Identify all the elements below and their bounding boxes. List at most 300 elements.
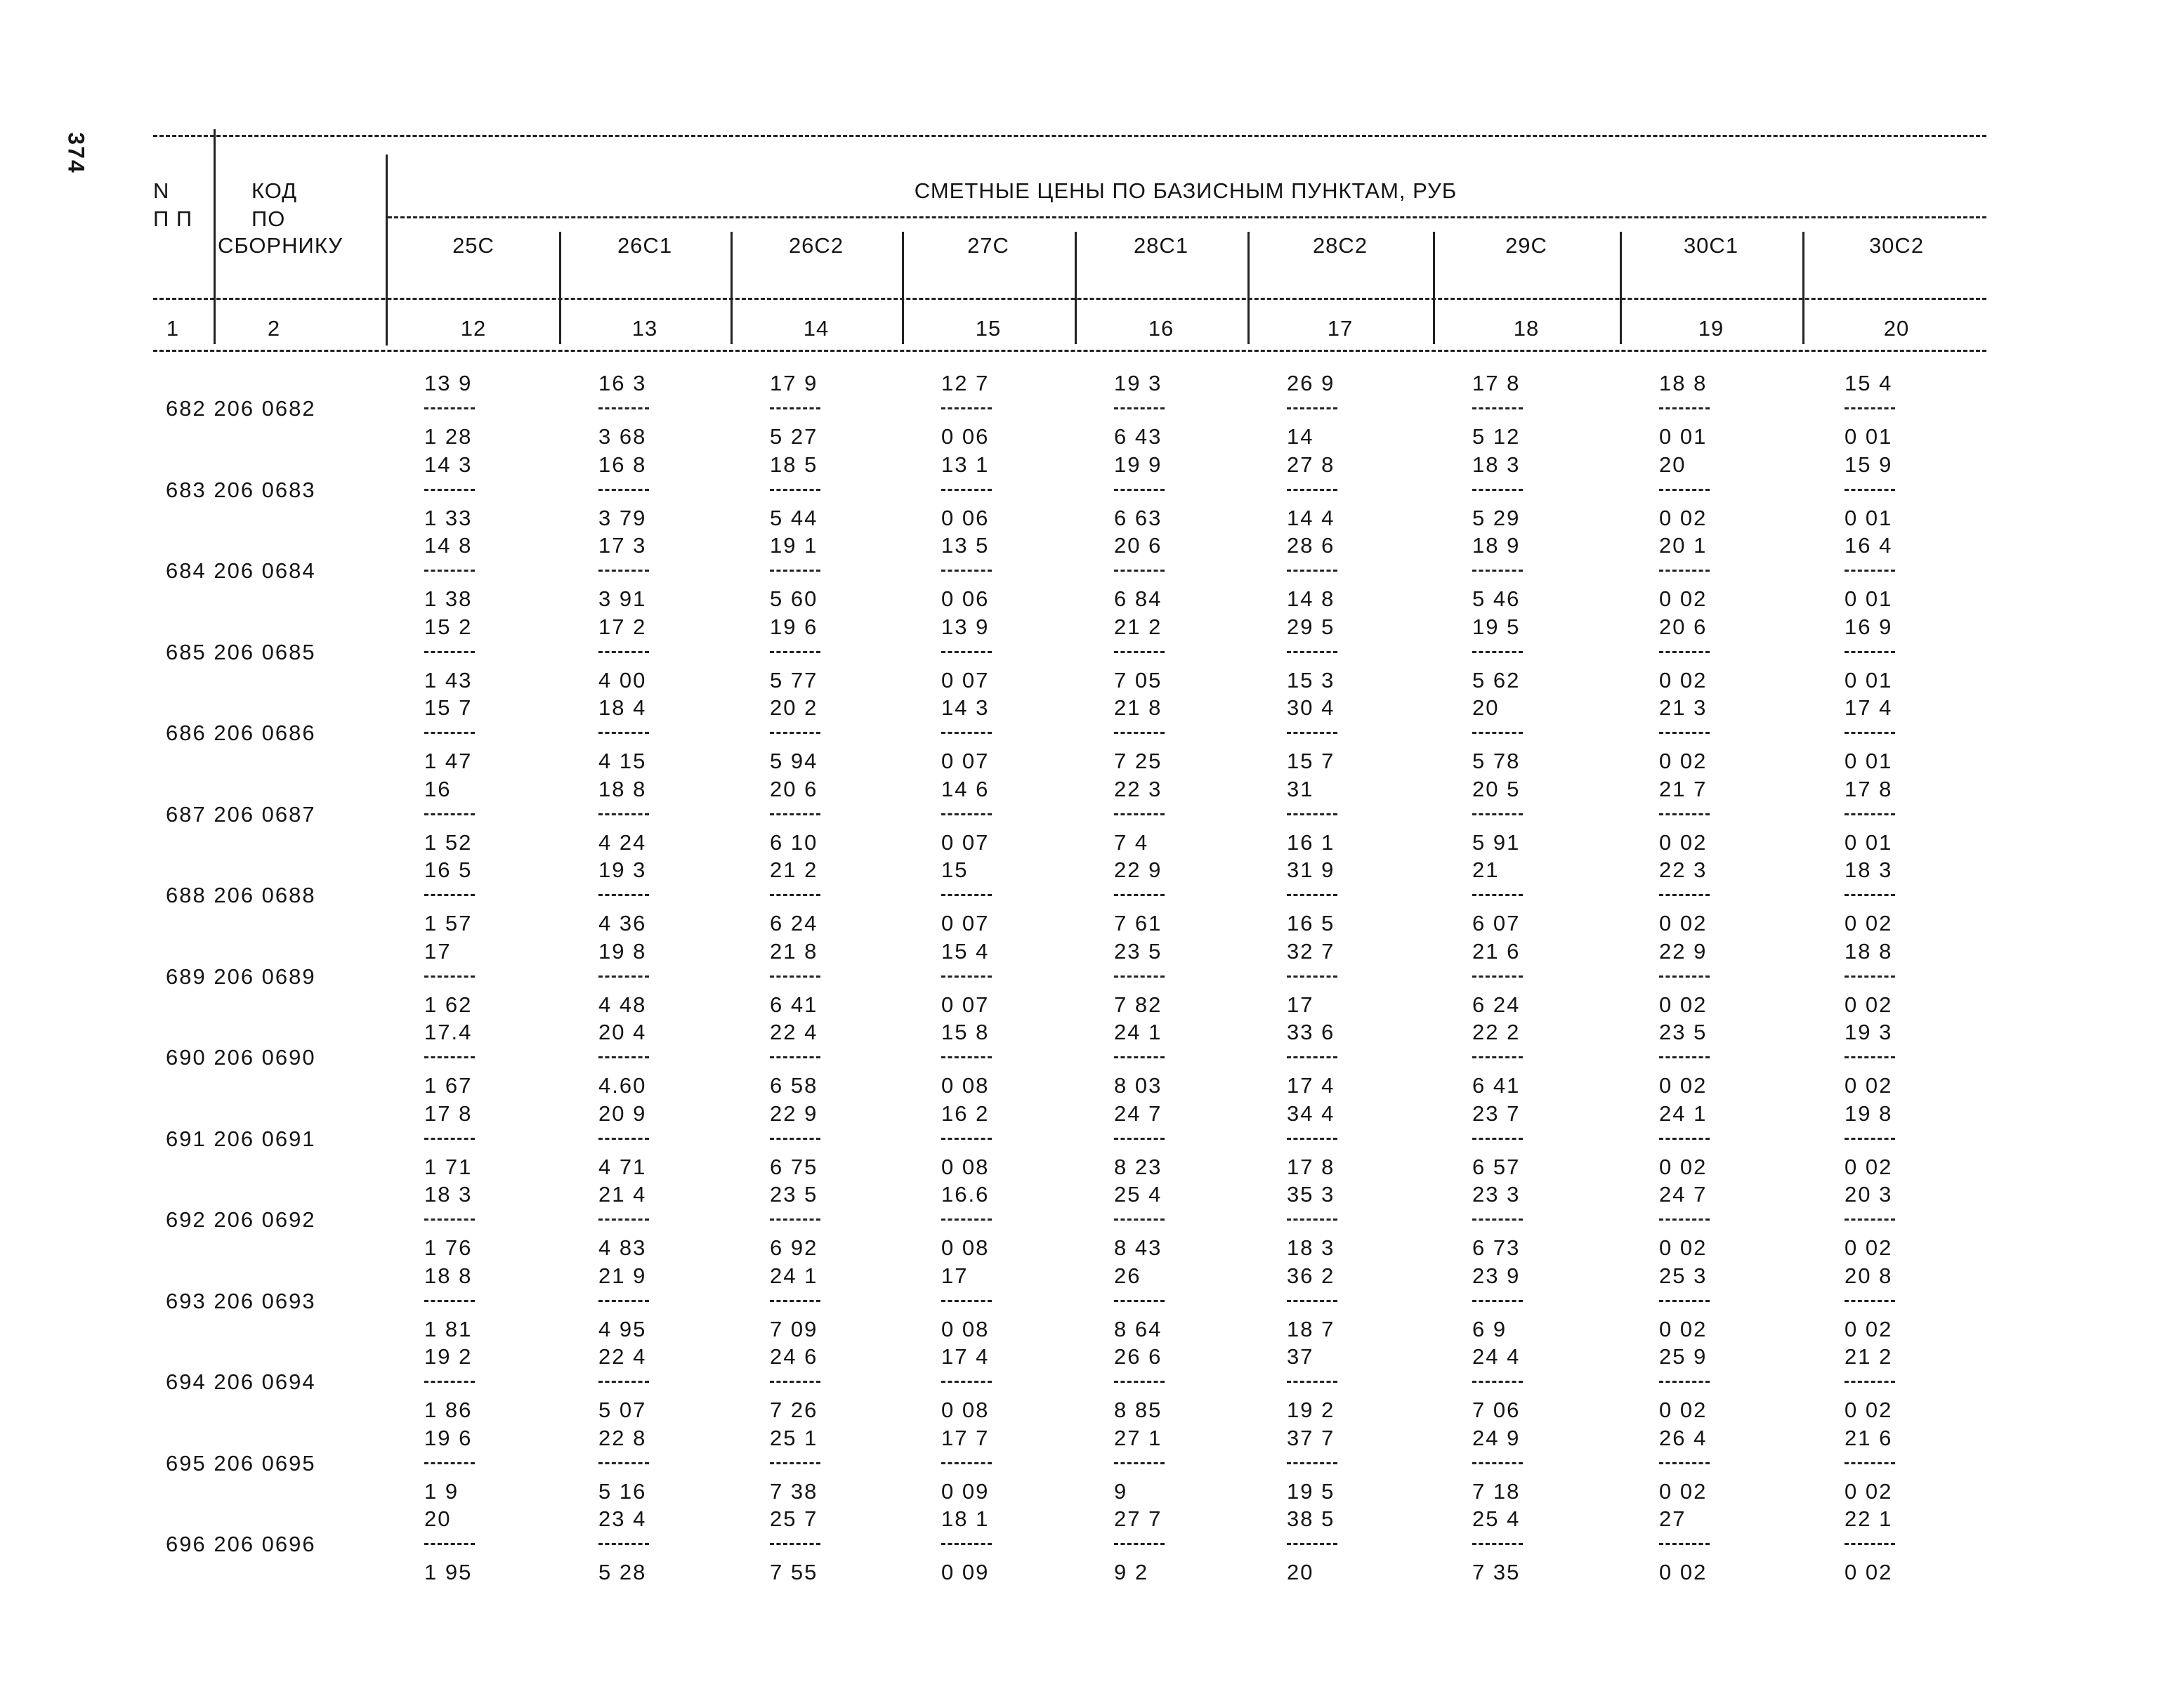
fraction-bar — [424, 975, 475, 978]
fraction-bar — [1114, 1218, 1165, 1221]
price-value: 18 5 — [770, 452, 818, 477]
price-value: 23 5 — [1114, 938, 1162, 964]
price-value: 19 8 — [1845, 1101, 1893, 1126]
header-bottom-rule — [153, 298, 1986, 300]
price-value: 17.4 — [424, 1020, 473, 1044]
fraction-bar — [1472, 1462, 1523, 1464]
point-name-20: 30С2 — [1868, 233, 1925, 258]
freight-value: 1 47 — [424, 749, 473, 773]
freight-value: 15 3 — [1287, 667, 1335, 692]
price-value: 17 8 — [1472, 371, 1521, 395]
price-value: 20 6 — [770, 776, 818, 801]
fraction-bar — [1287, 975, 1337, 978]
freight-value: 1 62 — [424, 992, 473, 1017]
fraction-bar — [598, 1138, 649, 1140]
freight-value: 7 05 — [1114, 667, 1162, 692]
fraction-bar — [770, 813, 820, 815]
point-name-16: 28С1 — [1133, 233, 1189, 258]
fraction-bar — [1287, 1462, 1337, 1464]
freight-value: 5 07 — [598, 1398, 647, 1422]
freight-value: 0 02 — [1845, 992, 1893, 1017]
fraction-bar — [941, 1543, 992, 1545]
freight-value: 20 — [1287, 1560, 1314, 1584]
freight-value: 8 43 — [1114, 1235, 1162, 1260]
fraction-bar — [424, 1218, 475, 1221]
freight-value: 0 09 — [941, 1560, 990, 1584]
freight-value: 5 94 — [770, 749, 818, 773]
row-code: 696 206 0696 — [166, 1532, 316, 1556]
freight-value: 1 52 — [424, 829, 473, 855]
column-number-2: 2 — [267, 316, 281, 341]
price-value: 25 4 — [1114, 1182, 1162, 1207]
row-code: 693 206 0693 — [166, 1288, 316, 1313]
price-value: 14 3 — [941, 695, 990, 720]
fraction-bar — [1845, 651, 1895, 653]
price-value: 22 9 — [1659, 938, 1708, 964]
fraction-bar — [1114, 407, 1165, 409]
fraction-bar — [1659, 813, 1710, 815]
fraction-bar — [1659, 407, 1710, 409]
price-value: 24 7 — [1114, 1101, 1162, 1126]
price-value: 37 — [1287, 1344, 1314, 1369]
freight-value: 7 06 — [1472, 1398, 1521, 1422]
row-code: 686 206 0686 — [166, 721, 316, 745]
freight-value: 6 92 — [770, 1235, 818, 1260]
freight-value: 1 28 — [424, 424, 473, 449]
price-value: 17 9 — [770, 371, 818, 395]
fraction-bar — [770, 407, 820, 409]
price-value: 31 — [1287, 776, 1314, 801]
freight-value: 16 1 — [1287, 829, 1335, 855]
freight-value: 9 2 — [1114, 1560, 1149, 1584]
fraction-bar — [424, 1462, 475, 1464]
freight-value: 19 2 — [1287, 1398, 1335, 1422]
fraction-bar — [770, 1462, 820, 1464]
freight-value: 17 8 — [1287, 1154, 1335, 1179]
fraction-bar — [1659, 1462, 1710, 1464]
freight-value: 1 76 — [424, 1235, 473, 1260]
fraction-bar — [941, 489, 992, 491]
freight-value: 8 03 — [1114, 1073, 1162, 1098]
price-value: 22 4 — [770, 1020, 818, 1044]
price-value: 18 1 — [941, 1506, 990, 1531]
fraction-bar — [1287, 732, 1337, 734]
price-value: 24 7 — [1659, 1182, 1708, 1207]
fraction-bar — [941, 1056, 992, 1058]
fraction-bar — [424, 894, 475, 896]
fraction-bar — [1845, 1381, 1895, 1383]
price-value: 19 6 — [770, 614, 818, 639]
price-value: 34 4 — [1287, 1101, 1335, 1126]
fraction-bar — [941, 1381, 992, 1383]
header-np-line2: П П — [153, 206, 193, 231]
price-value: 18 9 — [1472, 533, 1521, 558]
price-value: 15 2 — [424, 614, 473, 639]
freight-value: 6 73 — [1472, 1235, 1521, 1260]
freight-value: 7 82 — [1114, 992, 1162, 1017]
page-number: 374 — [63, 132, 89, 174]
fraction-bar — [598, 1543, 649, 1545]
price-value: 25 9 — [1659, 1344, 1708, 1369]
fraction-bar — [1659, 975, 1710, 978]
freight-value: 0 02 — [1659, 1073, 1708, 1098]
freight-value: 0 09 — [941, 1478, 990, 1504]
fraction-bar — [941, 1138, 992, 1140]
price-value: 17 8 — [1845, 776, 1893, 801]
fraction-bar — [1659, 1543, 1710, 1545]
price-value: 21 2 — [1845, 1344, 1893, 1369]
fraction-bar — [770, 894, 820, 896]
price-value: 24 6 — [770, 1344, 818, 1369]
price-value: 15 8 — [941, 1020, 990, 1044]
price-value: 15 7 — [424, 695, 473, 720]
price-value: 28 6 — [1287, 533, 1335, 558]
freight-value: 4 95 — [598, 1316, 647, 1341]
price-value: 20 5 — [1472, 776, 1521, 801]
freight-value: 0 02 — [1659, 1478, 1708, 1504]
freight-value: 0 02 — [1845, 1073, 1893, 1098]
fraction-bar — [941, 732, 992, 734]
freight-value: 0 02 — [1845, 911, 1893, 935]
price-value: 14 3 — [424, 452, 473, 477]
freight-value: 0 02 — [1659, 667, 1708, 692]
price-value: 22 9 — [1114, 858, 1162, 882]
freight-value: 5 62 — [1472, 667, 1521, 692]
price-value: 31 9 — [1287, 858, 1335, 882]
price-value: 16 5 — [424, 858, 473, 882]
freight-value: 15 7 — [1287, 749, 1335, 773]
fraction-bar — [424, 732, 475, 734]
fraction-bar — [424, 489, 475, 491]
freight-value: 7 4 — [1114, 829, 1149, 855]
price-value: 21 8 — [1114, 695, 1162, 720]
fraction-bar — [770, 732, 820, 734]
column-number-14: 14 — [803, 316, 830, 341]
price-value: 20 6 — [1114, 533, 1162, 558]
freight-value: 17 4 — [1287, 1073, 1335, 1098]
fraction-bar — [770, 975, 820, 978]
freight-value: 0 02 — [1659, 1560, 1708, 1584]
freight-value: 0 08 — [941, 1316, 990, 1341]
price-value: 19 1 — [770, 533, 818, 558]
freight-value: 0 02 — [1659, 505, 1708, 530]
price-value: 13 5 — [941, 533, 990, 558]
price-value: 16 4 — [1845, 533, 1893, 558]
price-value: 21 9 — [598, 1263, 647, 1288]
price-value: 25 3 — [1659, 1263, 1708, 1288]
freight-value: 0 01 — [1845, 829, 1893, 855]
fraction-bar — [770, 1218, 820, 1221]
freight-value: 0 06 — [941, 586, 990, 611]
fraction-bar — [424, 1543, 475, 1545]
freight-value: 4 24 — [598, 829, 647, 855]
price-value: 17 — [424, 938, 452, 964]
freight-value: 1 81 — [424, 1316, 473, 1341]
freight-value: 6 63 — [1114, 505, 1162, 530]
fraction-bar — [424, 1138, 475, 1140]
fraction-bar — [941, 813, 992, 815]
price-value: 18 8 — [1659, 371, 1708, 395]
price-value: 19 2 — [424, 1344, 473, 1369]
freight-value: 17 — [1287, 992, 1314, 1017]
price-value: 35 3 — [1287, 1182, 1335, 1207]
price-value: 20 8 — [1845, 1263, 1893, 1288]
fraction-bar — [598, 1300, 649, 1302]
fraction-bar — [941, 894, 992, 896]
freight-value: 5 46 — [1472, 586, 1521, 611]
freight-value: 6 41 — [770, 992, 818, 1017]
price-value: 22 1 — [1845, 1506, 1893, 1531]
freight-value: 0 02 — [1845, 1478, 1893, 1504]
fraction-bar — [941, 407, 992, 409]
freight-value: 1 57 — [424, 911, 473, 935]
freight-value: 6 10 — [770, 829, 818, 855]
freight-value: 7 09 — [770, 1316, 818, 1341]
price-value: 17 3 — [598, 533, 647, 558]
price-value: 19 9 — [1114, 452, 1162, 477]
price-value: 21 8 — [770, 938, 818, 964]
colnum-bottom-rule — [153, 350, 1986, 352]
fraction-bar — [941, 975, 992, 978]
price-value: 30 4 — [1287, 695, 1335, 720]
fraction-bar — [1472, 1138, 1523, 1140]
fraction-bar — [1472, 1300, 1523, 1302]
price-value: 17 2 — [598, 614, 647, 639]
fraction-bar — [598, 1462, 649, 1464]
freight-value: 0 01 — [1845, 424, 1893, 449]
header-code-line1: КОД — [251, 178, 298, 203]
price-value: 18 3 — [424, 1182, 473, 1207]
freight-value: 18 3 — [1287, 1235, 1335, 1260]
fraction-bar — [1845, 570, 1895, 572]
fraction-bar — [1659, 1218, 1710, 1221]
fraction-bar — [1659, 570, 1710, 572]
column-number-15: 15 — [975, 316, 1002, 341]
price-value: 19 8 — [598, 938, 647, 964]
price-value: 24 1 — [1659, 1101, 1708, 1126]
freight-value: 0 02 — [1659, 586, 1708, 611]
price-value: 29 5 — [1287, 614, 1335, 639]
freight-value: 9 — [1114, 1478, 1128, 1504]
fraction-bar — [770, 651, 820, 653]
price-value: 15 9 — [1845, 452, 1893, 477]
freight-value: 0 02 — [1845, 1316, 1893, 1341]
fraction-bar — [1114, 975, 1165, 978]
price-value: 19 3 — [1845, 1020, 1893, 1044]
fraction-bar — [424, 1300, 475, 1302]
freight-value: 0 06 — [941, 505, 990, 530]
fraction-bar — [941, 651, 992, 653]
price-value: 20 4 — [598, 1020, 647, 1044]
price-value: 23 5 — [1659, 1020, 1708, 1044]
row-code: 692 206 0692 — [166, 1207, 316, 1232]
freight-value: 0 06 — [941, 424, 990, 449]
price-value: 20 3 — [1845, 1182, 1893, 1207]
fraction-bar — [1472, 489, 1523, 491]
freight-value: 0 08 — [941, 1154, 990, 1179]
fraction-bar — [424, 1381, 475, 1383]
fraction-bar — [1287, 1056, 1337, 1058]
fraction-bar — [598, 1218, 649, 1221]
fraction-bar — [1845, 1056, 1895, 1058]
price-value: 27 1 — [1114, 1425, 1162, 1450]
fraction-bar — [770, 1056, 820, 1058]
freight-value: 7 61 — [1114, 911, 1162, 935]
fraction-bar — [941, 1300, 992, 1302]
point-name-19: 30С1 — [1683, 233, 1739, 258]
row-code: 682 206 0682 — [166, 396, 316, 421]
price-value: 21 2 — [770, 858, 818, 882]
fraction-bar — [1114, 894, 1165, 896]
freight-value: 0 02 — [1845, 1560, 1893, 1584]
fraction-bar — [598, 732, 649, 734]
divider-col-19-20 — [1802, 232, 1804, 344]
freight-value: 4 36 — [598, 911, 647, 935]
fraction-bar — [598, 570, 649, 572]
freight-value: 0 02 — [1845, 1235, 1893, 1260]
point-name-17: 28С2 — [1312, 233, 1368, 258]
point-name-18: 29С — [1505, 233, 1547, 258]
fraction-bar — [598, 1056, 649, 1058]
freight-value: 18 7 — [1287, 1316, 1335, 1341]
price-value: 18 8 — [598, 776, 647, 801]
fraction-bar — [1472, 1056, 1523, 1058]
price-value: 20 9 — [598, 1101, 647, 1126]
fraction-bar — [1287, 813, 1337, 815]
fraction-bar — [1472, 732, 1523, 734]
price-value: 21 3 — [1659, 695, 1708, 720]
fraction-bar — [1472, 1381, 1523, 1383]
freight-value: 1 33 — [424, 505, 473, 530]
fraction-bar — [1845, 1138, 1895, 1140]
freight-value: 6 41 — [1472, 1073, 1521, 1098]
freight-value: 5 77 — [770, 667, 818, 692]
fraction-bar — [1845, 1218, 1895, 1221]
price-value: 20 2 — [770, 695, 818, 720]
freight-value: 0 02 — [1845, 1154, 1893, 1179]
freight-value: 0 01 — [1845, 667, 1893, 692]
column-number-19: 19 — [1698, 316, 1724, 341]
price-value: 27 7 — [1114, 1506, 1162, 1531]
price-value: 22 2 — [1472, 1020, 1521, 1044]
price-value: 21 7 — [1659, 776, 1708, 801]
price-value: 18 3 — [1472, 452, 1521, 477]
price-value: 19 3 — [598, 858, 647, 882]
freight-value: 0 08 — [941, 1235, 990, 1260]
freight-value: 0 02 — [1659, 1398, 1708, 1422]
header-code-line3: СБОРНИКУ — [218, 233, 343, 258]
freight-value: 5 16 — [598, 1478, 647, 1504]
freight-value: 16 5 — [1287, 911, 1335, 935]
freight-value: 5 27 — [770, 424, 818, 449]
price-value: 15 4 — [941, 938, 990, 964]
fraction-bar — [1114, 1056, 1165, 1058]
freight-value: 6 57 — [1472, 1154, 1521, 1179]
price-value: 21 4 — [598, 1182, 647, 1207]
row-code: 688 206 0688 — [166, 883, 316, 907]
price-value: 15 4 — [1845, 371, 1893, 395]
column-number-18: 18 — [1513, 316, 1540, 341]
price-value: 14 6 — [941, 776, 990, 801]
freight-value: 1 95 — [424, 1560, 473, 1584]
freight-value: 14 — [1287, 424, 1314, 449]
group-title-rule — [388, 216, 1986, 218]
freight-value: 7 35 — [1472, 1560, 1521, 1584]
fraction-bar — [1114, 1543, 1165, 1545]
price-value: 22 9 — [770, 1101, 818, 1126]
freight-value: 7 38 — [770, 1478, 818, 1504]
freight-value: 0 07 — [941, 749, 990, 773]
price-value: 25 4 — [1472, 1506, 1521, 1531]
fraction-bar — [1659, 1381, 1710, 1383]
fraction-bar — [941, 1462, 992, 1464]
freight-value: 6 58 — [770, 1073, 818, 1098]
divider-col-18-19 — [1620, 232, 1622, 344]
freight-value: 0 02 — [1659, 911, 1708, 935]
fraction-bar — [1659, 894, 1710, 896]
freight-value: 4 00 — [598, 667, 647, 692]
price-value: 19 5 — [1472, 614, 1521, 639]
fraction-bar — [941, 570, 992, 572]
price-value: 14 8 — [424, 533, 473, 558]
fraction-bar — [598, 1381, 649, 1383]
freight-value: 8 85 — [1114, 1398, 1162, 1422]
fraction-bar — [1287, 489, 1337, 491]
price-value: 17 4 — [941, 1344, 990, 1369]
freight-value: 0 08 — [941, 1398, 990, 1422]
fraction-bar — [770, 570, 820, 572]
divider-col-17-18 — [1433, 232, 1435, 344]
freight-value: 5 44 — [770, 505, 818, 530]
freight-value: 0 01 — [1659, 424, 1708, 449]
fraction-bar — [1845, 1300, 1895, 1302]
fraction-bar — [1472, 894, 1523, 896]
fraction-bar — [1287, 1381, 1337, 1383]
fraction-bar — [598, 813, 649, 815]
fraction-bar — [1659, 1138, 1710, 1140]
price-value: 22 3 — [1659, 858, 1708, 882]
divider-col-14-15 — [902, 232, 904, 344]
freight-value: 0 07 — [941, 992, 990, 1017]
price-value: 26 4 — [1659, 1425, 1708, 1450]
price-value: 23 5 — [770, 1182, 818, 1207]
price-value: 16 2 — [941, 1101, 990, 1126]
fraction-bar — [1659, 732, 1710, 734]
divider-col-13-14 — [731, 232, 733, 344]
freight-value: 0 01 — [1845, 586, 1893, 611]
price-value: 17 — [941, 1263, 969, 1288]
freight-value: 0 02 — [1845, 1398, 1893, 1422]
price-value: 24 9 — [1472, 1425, 1521, 1450]
price-value: 16 9 — [1845, 614, 1893, 639]
fraction-bar — [1659, 1300, 1710, 1302]
row-code: 691 206 0691 — [166, 1126, 316, 1151]
row-code: 683 206 0683 — [166, 477, 316, 502]
fraction-bar — [1845, 813, 1895, 815]
fraction-bar — [1659, 1056, 1710, 1058]
price-value: 17 4 — [1845, 695, 1893, 720]
freight-value: 3 79 — [598, 505, 647, 530]
fraction-bar — [1287, 570, 1337, 572]
price-value: 20 1 — [1659, 533, 1708, 558]
freight-value: 3 91 — [598, 586, 647, 611]
freight-value: 0 08 — [941, 1073, 990, 1098]
price-value: 23 3 — [1472, 1182, 1521, 1207]
fraction-bar — [1114, 813, 1165, 815]
freight-value: 1 71 — [424, 1154, 473, 1179]
price-value: 21 6 — [1845, 1425, 1893, 1450]
row-code: 689 206 0689 — [166, 964, 316, 989]
